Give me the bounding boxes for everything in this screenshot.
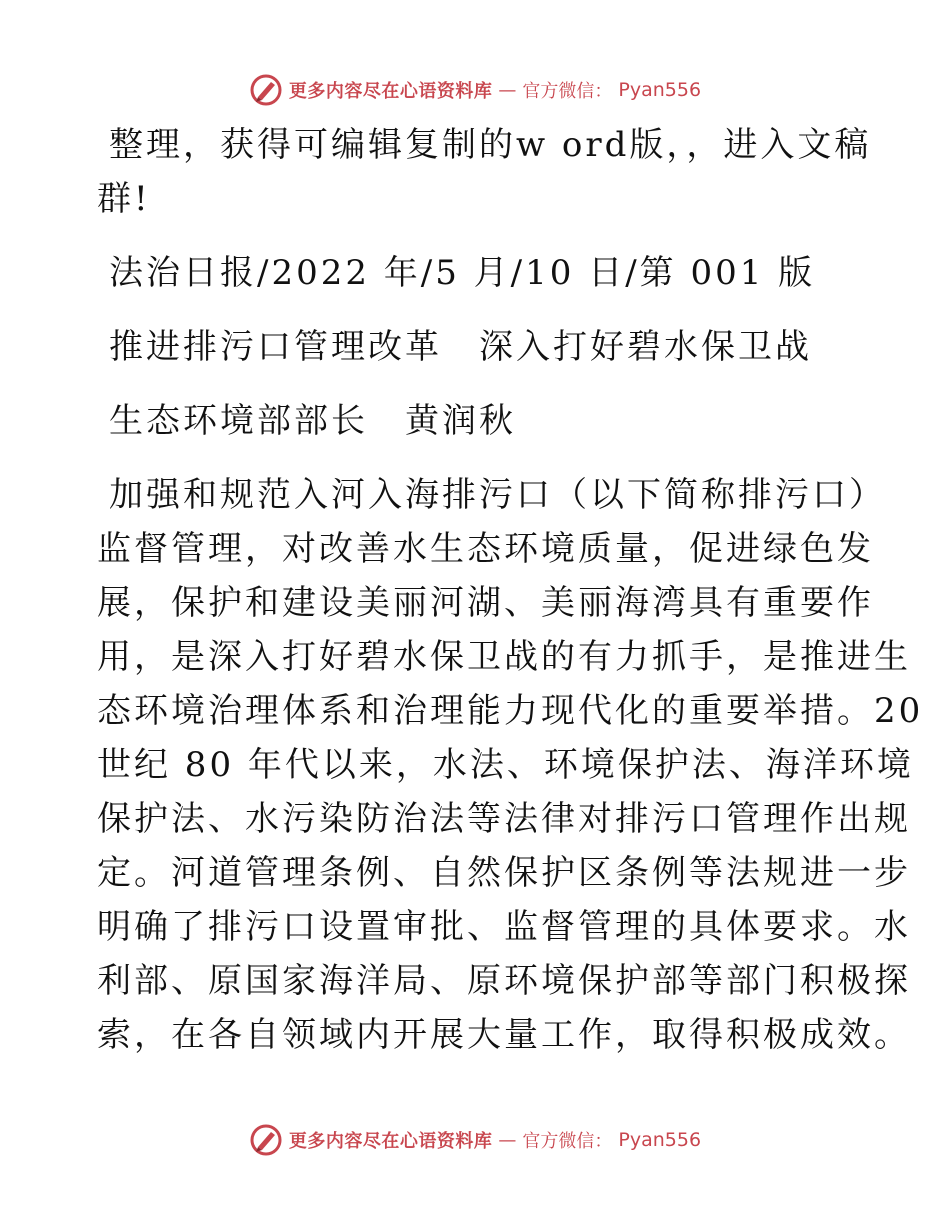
watermark-header <box>0 70 950 110</box>
watermark-wechat-id: Pyan556 <box>618 79 702 101</box>
body-line: 监督管理，对改善水生态环境质量，促进绿色发 <box>97 529 874 569</box>
body-line: 态环境治理体系和治理能力现代化的重要举措。20 <box>97 691 924 731</box>
watermark-footer <box>0 1120 950 1160</box>
body-line: 保护法、水污染防治法等法律对排污口管理作出规 <box>97 799 911 839</box>
watermark-wechat-id: Pyan556 <box>618 1129 702 1151</box>
body-line: 加强和规范入河入海排污口（以下简称排污口） <box>109 475 886 515</box>
watermark-wechat-label: 官方微信： <box>522 81 613 102</box>
body-line: 用，是深入打好碧水保卫战的有力抓手，是推进生 <box>97 637 911 677</box>
body-line: 展，保护和建设美丽河湖、美丽海湾具有重要作 <box>97 583 874 623</box>
watermark-dash: — <box>498 79 517 101</box>
intro-line: 整理，获得可编辑复制的w ord版，，进入文稿 <box>109 125 872 165</box>
watermark-wechat-label: 官方微信： <box>522 1131 613 1152</box>
pen-logo-icon <box>249 73 283 107</box>
source-line: 法治日报/2022 年/5 月/10 日/第 001 版 <box>109 253 816 293</box>
article-title: 推进排污口管理改革 深入打好碧水保卫战 <box>109 327 812 367</box>
watermark-text: 更多内容尽在心语资料库 <box>288 81 493 102</box>
watermark-dash: — <box>498 1129 517 1151</box>
body-line: 定。河道管理条例、自然保护区条例等法规进一步 <box>97 853 911 893</box>
body-line: 索，在各自领域内开展大量工作，取得积极成效。 <box>97 1015 911 1055</box>
article-author: 生态环境部部长 黄润秋 <box>109 401 516 441</box>
pen-logo-icon <box>249 1123 283 1157</box>
document-body <box>97 118 924 1062</box>
body-line: 明确了排污口设置审批、监督管理的具体要求。水 <box>97 907 911 947</box>
body-line: 利部、原国家海洋局、原环境保护部等部门积极探 <box>97 961 911 1001</box>
body-line: 世纪 80 年代以来，水法、环境保护法、海洋环境 <box>97 745 914 785</box>
intro-line: 群! <box>97 179 151 219</box>
watermark-text: 更多内容尽在心语资料库 <box>288 1131 493 1152</box>
